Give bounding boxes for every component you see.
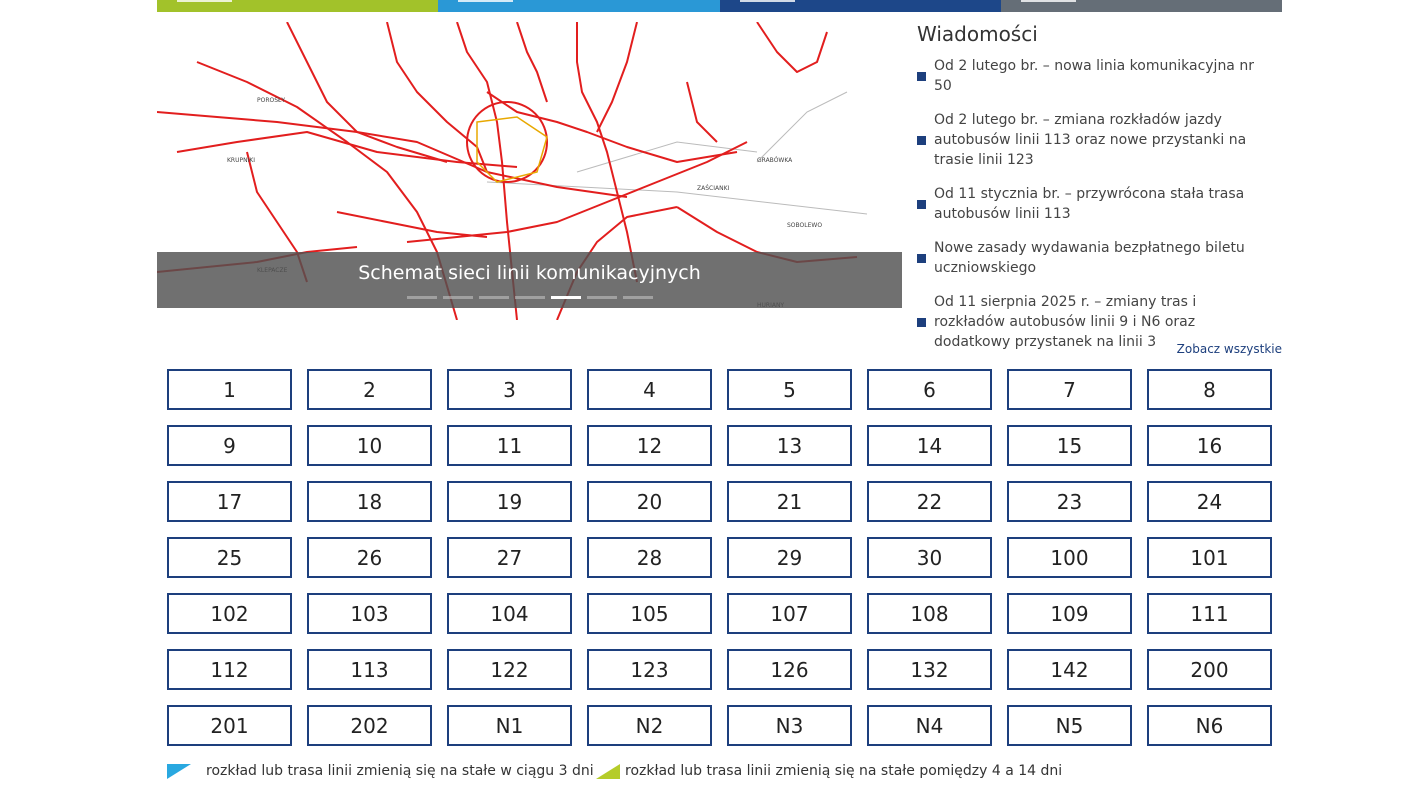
- line-button-202[interactable]: 202: [307, 705, 432, 746]
- line-button-N4[interactable]: N4: [867, 705, 992, 746]
- slider-dot[interactable]: [587, 296, 617, 299]
- line-button-6[interactable]: 6: [867, 369, 992, 410]
- line-button-10[interactable]: 10: [307, 425, 432, 466]
- svg-text:POROSŁY: POROSŁY: [257, 97, 286, 104]
- line-button-104[interactable]: 104: [447, 593, 572, 634]
- news-item[interactable]: [917, 56, 1264, 96]
- news-item-text: Od 11 stycznia br. – przywrócona stała trasa autobusów linii 113: [934, 186, 1245, 222]
- line-button-101[interactable]: 101: [1147, 537, 1272, 578]
- line-button-20[interactable]: 20: [587, 481, 712, 522]
- nav-segment-3[interactable]: [720, 0, 1001, 12]
- line-button-132[interactable]: 132: [867, 649, 992, 690]
- line-button-123[interactable]: 123: [587, 649, 712, 690]
- slider-dot[interactable]: [443, 296, 473, 299]
- square-bullet-icon: [917, 200, 926, 209]
- slider-dot[interactable]: [407, 296, 437, 299]
- line-button-105[interactable]: 105: [587, 593, 712, 634]
- nav-segment-4[interactable]: [1001, 0, 1282, 12]
- slide-caption[interactable]: Schemat sieci linii komunikacyjnych: [358, 262, 701, 284]
- line-button-12[interactable]: 12: [587, 425, 712, 466]
- line-button-200[interactable]: 200: [1147, 649, 1272, 690]
- legend-label: rozkład lub trasa linii zmienią się na stałe w ciągu 3 dni: [206, 763, 594, 779]
- line-button-122[interactable]: 122: [447, 649, 572, 690]
- nav-segment-2[interactable]: [438, 0, 719, 12]
- news-item[interactable]: [917, 184, 1264, 224]
- see-all-link[interactable]: Zobacz wszystkie: [1176, 342, 1282, 356]
- svg-text:ZAŚCIANKI: ZAŚCIANKI: [697, 185, 730, 192]
- line-button-11[interactable]: 11: [447, 425, 572, 466]
- top-nav-bar: [157, 0, 1282, 12]
- news-item[interactable]: [917, 238, 1264, 278]
- slider-dot[interactable]: [623, 296, 653, 299]
- line-button-5[interactable]: 5: [727, 369, 852, 410]
- line-button-21[interactable]: 21: [727, 481, 852, 522]
- slider-dots: [407, 296, 653, 299]
- line-button-23[interactable]: 23: [1007, 481, 1132, 522]
- line-button-15[interactable]: 15: [1007, 425, 1132, 466]
- line-button-30[interactable]: 30: [867, 537, 992, 578]
- news-item-text: Od 11 sierpnia 2025 r. – zmiany tras i rozkładów autobusów linii 9 i N6 oraz dodatkowy przystanek na linii 3: [934, 294, 1197, 350]
- line-button-113[interactable]: 113: [307, 649, 432, 690]
- slider-dot[interactable]: [479, 296, 509, 299]
- slider-dot[interactable]: [551, 296, 581, 299]
- news-item-text: Nowe zasady wydawania bezpłatnego biletu uczniowskiego: [934, 240, 1245, 276]
- slider-dot[interactable]: [515, 296, 545, 299]
- line-button-102[interactable]: 102: [167, 593, 292, 634]
- legend-label: rozkład lub trasa linii zmienią się na stałe pomiędzy 4 a 14 dni: [625, 763, 1063, 779]
- line-button-111[interactable]: 111: [1147, 593, 1272, 634]
- line-button-201[interactable]: 201: [167, 705, 292, 746]
- square-bullet-icon: [917, 72, 926, 81]
- line-button-18[interactable]: 18: [307, 481, 432, 522]
- legend-item-14days: [596, 763, 1062, 779]
- blue-triangle-icon: [167, 764, 191, 779]
- line-button-112[interactable]: 112: [167, 649, 292, 690]
- legend-item-3days: [167, 763, 594, 779]
- news-title: Wiadomości: [917, 22, 1038, 46]
- line-buttons-grid: [167, 369, 1287, 746]
- line-button-8[interactable]: 8: [1147, 369, 1272, 410]
- green-triangle-icon: [596, 764, 620, 779]
- line-button-17[interactable]: 17: [167, 481, 292, 522]
- square-bullet-icon: [917, 136, 926, 145]
- line-button-107[interactable]: 107: [727, 593, 852, 634]
- line-button-4[interactable]: 4: [587, 369, 712, 410]
- news-item[interactable]: [917, 110, 1264, 170]
- news-item-text: Od 2 lutego br. – zmiana rozkładów jazdy autobusów linii 113 oraz nowe przystanki na trasie linii 123: [934, 112, 1247, 168]
- line-button-N2[interactable]: N2: [587, 705, 712, 746]
- line-button-126[interactable]: 126: [727, 649, 852, 690]
- line-button-100[interactable]: 100: [1007, 537, 1132, 578]
- square-bullet-icon: [917, 254, 926, 263]
- line-button-103[interactable]: 103: [307, 593, 432, 634]
- line-button-29[interactable]: 29: [727, 537, 852, 578]
- line-button-22[interactable]: 22: [867, 481, 992, 522]
- line-button-25[interactable]: 25: [167, 537, 292, 578]
- line-button-16[interactable]: 16: [1147, 425, 1272, 466]
- line-button-3[interactable]: 3: [447, 369, 572, 410]
- news-item-text: Od 2 lutego br. – nowa linia komunikacyjna nr 50: [934, 58, 1254, 94]
- network-map-slider[interactable]: [157, 22, 902, 320]
- line-button-108[interactable]: 108: [867, 593, 992, 634]
- line-button-1[interactable]: 1: [167, 369, 292, 410]
- line-button-7[interactable]: 7: [1007, 369, 1132, 410]
- line-button-142[interactable]: 142: [1007, 649, 1132, 690]
- line-button-19[interactable]: 19: [447, 481, 572, 522]
- line-button-N3[interactable]: N3: [727, 705, 852, 746]
- line-button-2[interactable]: 2: [307, 369, 432, 410]
- line-button-13[interactable]: 13: [727, 425, 852, 466]
- line-button-27[interactable]: 27: [447, 537, 572, 578]
- line-button-14[interactable]: 14: [867, 425, 992, 466]
- line-button-N1[interactable]: N1: [447, 705, 572, 746]
- line-button-28[interactable]: 28: [587, 537, 712, 578]
- svg-text:SOBOLEWO: SOBOLEWO: [787, 222, 823, 229]
- line-button-24[interactable]: 24: [1147, 481, 1272, 522]
- line-button-9[interactable]: 9: [167, 425, 292, 466]
- line-button-109[interactable]: 109: [1007, 593, 1132, 634]
- square-bullet-icon: [917, 318, 926, 327]
- svg-text:KRUPNIKI: KRUPNIKI: [227, 157, 256, 164]
- news-section: [917, 22, 1282, 366]
- news-list: [917, 56, 1282, 352]
- line-button-N5[interactable]: N5: [1007, 705, 1132, 746]
- line-button-N6[interactable]: N6: [1147, 705, 1272, 746]
- line-button-26[interactable]: 26: [307, 537, 432, 578]
- svg-text:GRABÓWKA: GRABÓWKA: [757, 157, 793, 164]
- nav-segment-1[interactable]: [157, 0, 438, 12]
